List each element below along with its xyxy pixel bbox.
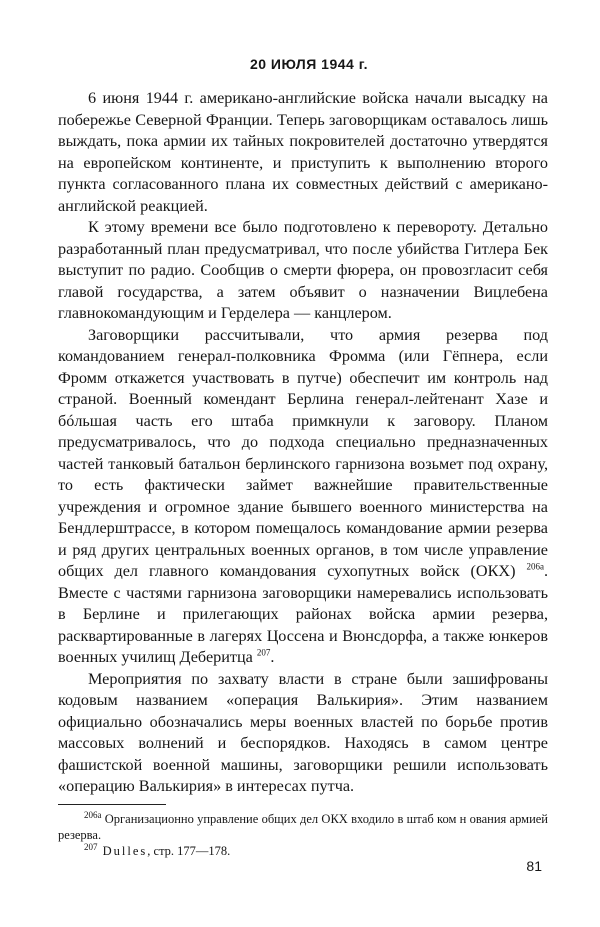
book-page [58,56,548,859]
paragraph-3-part-b: . Вместе с частями гарнизона заговорщики намеревались использовать в Берлине и прилегающих районах войска армии резерва, расквартированные в лагерях Цоссена и Вюнсдорфа, а также юнкеров военных училищ Деберитца [58,562,548,666]
paragraph-1: 6 июня 1944 г. американо-английские войска начали высадку на побережье Северной Франции. Теперь заговорщикам оставалось лишь выждать, пока армии их тайных покровителей достаточно утвердятся на европейском континенте, и приступить к выполнению второго пункта согласованного плана их совместных действий с американо-английской реакцией. [58,89,548,215]
footnote-207-text: , стр. 177—178. [147,843,231,858]
paragraph-2: К этому времени все было подготовлено к перевороту. Детально разработанный план предусматривал, что после убийства Гитлера Бек выступит по радио. Сообщив о смерти фюрера, он провозгласит себя главой государства, а затем объявит о назначении Вицлебена главнокомандующим и Герделера — канцлером. [58,218,548,322]
footnote-206a [58,811,548,843]
paragraph-3 [58,325,548,669]
paragraph-3-part-c: . [270,648,275,666]
footnote-mark-206a: 206а [84,809,102,820]
footnote-ref-206a: 206а [526,561,544,572]
page-number: 81 [526,858,542,874]
footnote-mark-207: 207 [84,841,98,852]
running-header: 20 ИЮЛЯ 1944 г. [249,56,369,72]
paragraph-3-part-a: Заговорщики рассчитывали, что армия резерва под командованием генерал-полковника Фромма (или Гёпнера, если Фромм откажется участвовать в путче) обеспечит им контроль над страной. Военный комендант Берлина генерал-лейтенант Хазе и бóльшая часть его штаба примкнули к заговору. Планом предусматривалось, что до подхода специально предназначенных частей танковый батальон берлинского гарнизона возьмет под охрану, то есть фактически займет важнейшие правительственные учреждения и огромное здание бывшего военного министерства на Бендлерштрассе, в котором помещалось командование армии резерва и ряд других центральных военных органов, в том числе управление общих дел главного командования сухопутных войск (ОКХ) [58,325,548,580]
footnote-207-author: Dulles [97,843,148,858]
footnote-206a-text: Организационно управление общих дел ОКХ входило в штаб ком н ования армией резерва. [58,811,548,842]
paragraph-4: Мероприятия по захвату власти в стране были зашифрованы кодовым названием «операция Валькирия». Этим названием официально обозначались меры военных властей по борьбе против массовых волнений и беспорядков. Находясь в самом центре фашистской военной машины, заговорщики решили использовать «операцию Валькирия» в интересах путча. [58,669,548,795]
footnote-ref-207: 207 [256,647,271,658]
footnote-207 [58,843,548,859]
footnote-divider [58,804,166,805]
